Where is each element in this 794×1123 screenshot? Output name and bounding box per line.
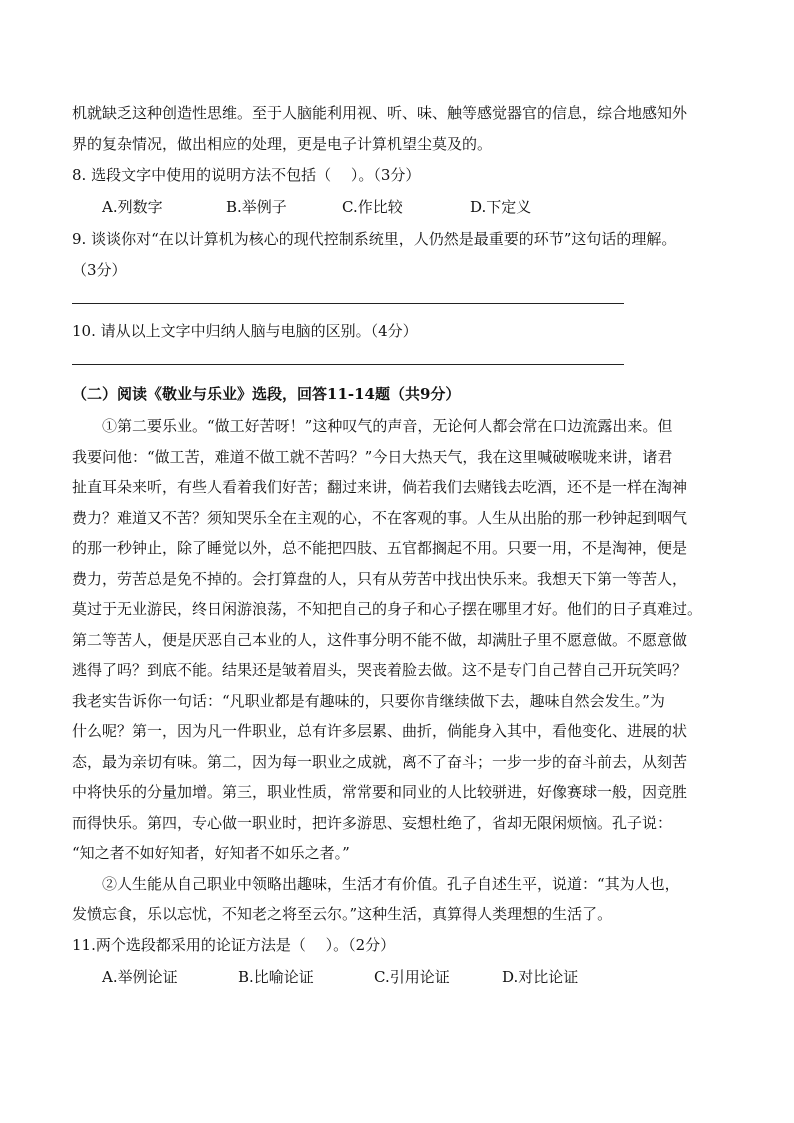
question-9-score: （3分） bbox=[72, 261, 127, 279]
passage2-paragraph-2 bbox=[72, 869, 732, 930]
passage-line: 逃得了吗？到底不能。结果还是皱着眉头，哭丧着脸去做。这不是专门自己替自己开玩笑吗？ bbox=[72, 661, 688, 679]
question-8-options bbox=[72, 191, 732, 224]
question-11 bbox=[72, 930, 732, 994]
passage-line: ①第二要乐业。“做工好苦呀！”这种叹气的声音，无论何人都会常在口边流露出来。但 bbox=[102, 417, 673, 435]
question-9 bbox=[72, 224, 732, 304]
exam-page bbox=[72, 98, 732, 994]
question-10 bbox=[72, 316, 732, 365]
passage-line: 机就缺乏这种创造性思维。至于人脑能利用视、听、味、触等感觉器官的信息，综合地感知外 bbox=[72, 104, 688, 122]
passage-line: 扯直耳朵来听，有些人看着我们好苦；翻过来讲，倘若我们去赌钱去吃酒，还不是一样在淘神 bbox=[72, 478, 688, 496]
option-d: D.下定义 bbox=[470, 198, 532, 216]
answer-line bbox=[72, 364, 624, 365]
question-8-stem: 8. 选段文字中使用的说明方法不包括（ ）。（3分） bbox=[72, 166, 421, 184]
option-a: A.列数字 bbox=[102, 198, 163, 216]
passage1-tail bbox=[72, 98, 732, 160]
question-11-stem: 11.两个选段都采用的论证方法是（ ）。（2分） bbox=[72, 935, 396, 954]
question-8 bbox=[72, 160, 732, 224]
passage-line: 费力，劳苦总是免不掉的。会打算盘的人，只有从劳苦中找出快乐来。我想天下第一等苦人， bbox=[72, 569, 688, 588]
passage-line: 我老实告诉你一句话：“凡职业都是有趣味的，只要你肯继续做下去，趣味自然会发生。”为 bbox=[72, 691, 665, 710]
option-b: B.比喻论证 bbox=[238, 967, 314, 986]
passage-line: 发愤忘食，乐以忘忧，不知老之将至云尔。”这种生活，真算得人类理想的生活了。 bbox=[72, 905, 613, 923]
passage-line: 中将快乐的分量加增。第三，职业性质，常常要和同业的人比较骈进，好像赛球一般，因竞胜 bbox=[72, 783, 688, 801]
question-9-stem: 9. 谈谈你对“在以计算机为核心的现代控制系统里，人仍然是最重要的环节”这句话的理解。 bbox=[72, 230, 677, 248]
option-c: C.引用论证 bbox=[374, 967, 450, 986]
passage-line: 莫过于无业游民，终日闲游浪荡，不知把自己的身子和心子摆在哪里才好。他们的日子真难过。 bbox=[72, 600, 703, 618]
answer-line bbox=[72, 303, 624, 304]
passage-line: 的那一秒钟止，除了睡觉以外，总不能把四肢、五官都搁起不用。只要一用，不是淘神，便是 bbox=[72, 539, 688, 557]
passage-line: 态，最为亲切有味。第二，因为每一职业之成就，离不了奋斗；一步一步的奋斗前去，从刻苦 bbox=[72, 752, 688, 771]
passage-line: 第二等苦人，便是厌恶自己本业的人，这件事分明不能不做，却满肚子里不愿意做。不愿意做 bbox=[72, 630, 688, 649]
passage-line: 我要问他：“做工苦，难道不做工就不苦吗？”今日大热天气，我在这里喊破喉咙来讲，诸君 bbox=[72, 447, 673, 466]
question-11-options bbox=[72, 961, 732, 994]
passage-line: “知之者不如好知者，好知者不如乐之者。” bbox=[72, 844, 350, 862]
option-a: A.举例论证 bbox=[102, 967, 178, 986]
option-c: C.作比较 bbox=[342, 198, 403, 216]
passage-line: 界的复杂情况，做出相应的处理，更是电子计算机望尘莫及的。 bbox=[72, 135, 493, 153]
passage-line: 费力？难道又不苦？须知哭乐全在主观的心，不在客观的事。人生从出胎的那一秒钟起到咽气 bbox=[72, 508, 688, 527]
passage-line: 什么呢？第一，因为凡一件职业，总有许多层累、曲折，倘能身入其中，看他变化、进展的状 bbox=[72, 722, 688, 740]
section-2-heading: （二）阅读《敬业与乐业》选段，回答11-14题（共9分） bbox=[72, 385, 461, 403]
option-d: D.对比论证 bbox=[502, 967, 579, 986]
passage-line: ②人生能从自己职业中领略出趣味，生活才有价值。孔子自述生平，说道：“其为人也， bbox=[102, 874, 680, 893]
question-10-stem: 10. 请从以上文字中归纳人脑与电脑的区别。（4分） bbox=[72, 322, 418, 340]
passage2-paragraph-1 bbox=[72, 411, 732, 869]
passage-line: 而得快乐。第四，专心做一职业时，把许多游思、妄想杜绝了，省却无限闲烦恼。孔子说： bbox=[72, 813, 673, 832]
option-b: B.举例子 bbox=[226, 198, 287, 216]
